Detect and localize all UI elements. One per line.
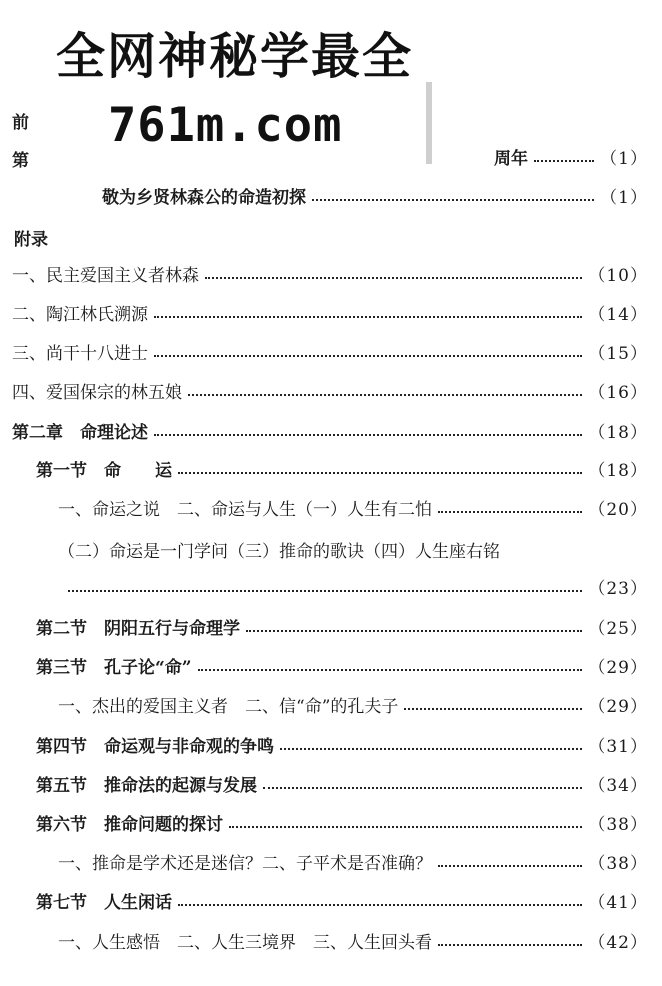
leader-dots bbox=[178, 471, 582, 474]
toc-row bbox=[0, 296, 662, 328]
page-number: （18） bbox=[588, 460, 648, 481]
watermark-url: 761m.com bbox=[108, 98, 343, 153]
preface-fragment: 前 bbox=[12, 113, 29, 133]
toc-entry-title: 敬为乡贤林森公的命造初探 bbox=[102, 187, 306, 208]
watermark-logo bbox=[36, 10, 484, 160]
leader-dots bbox=[438, 510, 582, 513]
leader-dots bbox=[154, 433, 582, 436]
toc-entry-title: 第二节 阴阳五行与命理学 bbox=[36, 618, 240, 639]
watermark-title: 全网神秘学最全 bbox=[56, 28, 414, 85]
toc-row-chapter2 bbox=[0, 414, 662, 446]
toc-row-section bbox=[0, 767, 662, 799]
page-number: （29） bbox=[588, 696, 648, 717]
toc-row-continuation bbox=[0, 570, 662, 602]
page-number: （1） bbox=[600, 148, 648, 169]
leader-dots bbox=[68, 589, 582, 592]
leader-dots bbox=[205, 276, 582, 279]
toc-entry-title: 一、民主爱国主义者林森 bbox=[12, 265, 199, 286]
leader-dots bbox=[534, 159, 594, 162]
leader-dots bbox=[154, 315, 582, 318]
toc-row-sub bbox=[0, 688, 662, 720]
toc-row-section bbox=[0, 649, 662, 681]
toc-entry-title: 第四节 命运观与非命观的争鸣 bbox=[36, 736, 274, 757]
toc-entry-title: 第二章 命理论述 bbox=[12, 422, 148, 443]
toc-entry-title: 一、命运之说 二、命运与人生（一）人生有二怕 bbox=[58, 499, 432, 520]
toc-entry-title: 一、人生感悟 二、人生三境界 三、人生回头看 bbox=[58, 932, 432, 953]
toc-row-chapter1 bbox=[494, 140, 662, 172]
toc-entry-title: 四、爱国保宗的林五娘 bbox=[12, 382, 182, 403]
leader-dots bbox=[229, 825, 582, 828]
page-number: （25） bbox=[588, 618, 648, 639]
toc-entry-title: 第七节 人生闲话 bbox=[36, 892, 172, 913]
page-number: （20） bbox=[588, 499, 648, 520]
toc-entry-title: 第三节 孔子论“命” bbox=[36, 657, 192, 678]
watermark-divider bbox=[426, 82, 432, 164]
toc-entry-title: 三、尚干十八进士 bbox=[12, 343, 148, 364]
toc-entry-title: 一、杰出的爱国主义者 二、信“命”的孔夫子 bbox=[58, 696, 399, 717]
toc-row-section bbox=[0, 610, 662, 642]
leader-dots bbox=[312, 198, 594, 201]
chapter1-fragment-start: 第 bbox=[12, 151, 29, 171]
toc-row-section bbox=[0, 728, 662, 760]
toc-row bbox=[0, 374, 662, 406]
leader-dots bbox=[438, 943, 582, 946]
leader-dots bbox=[154, 354, 582, 357]
page-number: （10） bbox=[588, 265, 648, 286]
toc-continuation-line: （二）命运是一门学问（三）推命的歌诀（四）人生座右铭 bbox=[58, 542, 500, 562]
chapter1-fragment-end: 周年 bbox=[494, 148, 528, 169]
toc-entry-title: 第五节 推命法的起源与发展 bbox=[36, 775, 257, 796]
leader-dots bbox=[438, 864, 582, 867]
toc-row-sub bbox=[0, 845, 662, 877]
toc-entry-title: 第六节 推命问题的探讨 bbox=[36, 814, 223, 835]
page-number: （34） bbox=[588, 775, 648, 796]
leader-dots bbox=[188, 393, 582, 396]
page-number: （42） bbox=[588, 932, 648, 953]
page-number: （18） bbox=[588, 422, 648, 443]
toc-entry-title: 一、推命是学术还是迷信？二、子平术是否准确？ bbox=[58, 853, 432, 874]
toc-row-section bbox=[0, 806, 662, 838]
leader-dots bbox=[263, 786, 582, 789]
appendix-heading: 附录 bbox=[14, 230, 48, 250]
page-number: （23） bbox=[588, 578, 648, 599]
page-number: （16） bbox=[588, 382, 648, 403]
toc-row bbox=[0, 179, 662, 211]
toc-row-section bbox=[0, 452, 662, 484]
toc-row bbox=[0, 335, 662, 367]
page-number: （1） bbox=[600, 187, 648, 208]
leader-dots bbox=[198, 668, 583, 671]
leader-dots bbox=[178, 903, 582, 906]
page-number: （41） bbox=[588, 892, 648, 913]
page-number: （31） bbox=[588, 736, 648, 757]
toc-row-section bbox=[0, 884, 662, 916]
leader-dots bbox=[404, 707, 582, 710]
toc-row bbox=[0, 257, 662, 289]
leader-dots bbox=[246, 629, 582, 632]
toc-entry-title: 第一节 命 运 bbox=[36, 460, 172, 481]
page-number: （38） bbox=[588, 853, 648, 874]
toc-entry-title: 二、陶江林氏溯源 bbox=[12, 304, 148, 325]
page-number: （14） bbox=[588, 304, 648, 325]
toc-row-sub bbox=[0, 924, 662, 956]
page-number: （29） bbox=[588, 657, 648, 678]
page-number: （38） bbox=[588, 814, 648, 835]
toc-row-sub bbox=[0, 491, 662, 523]
page-number: （15） bbox=[588, 343, 648, 364]
leader-dots bbox=[280, 747, 582, 750]
